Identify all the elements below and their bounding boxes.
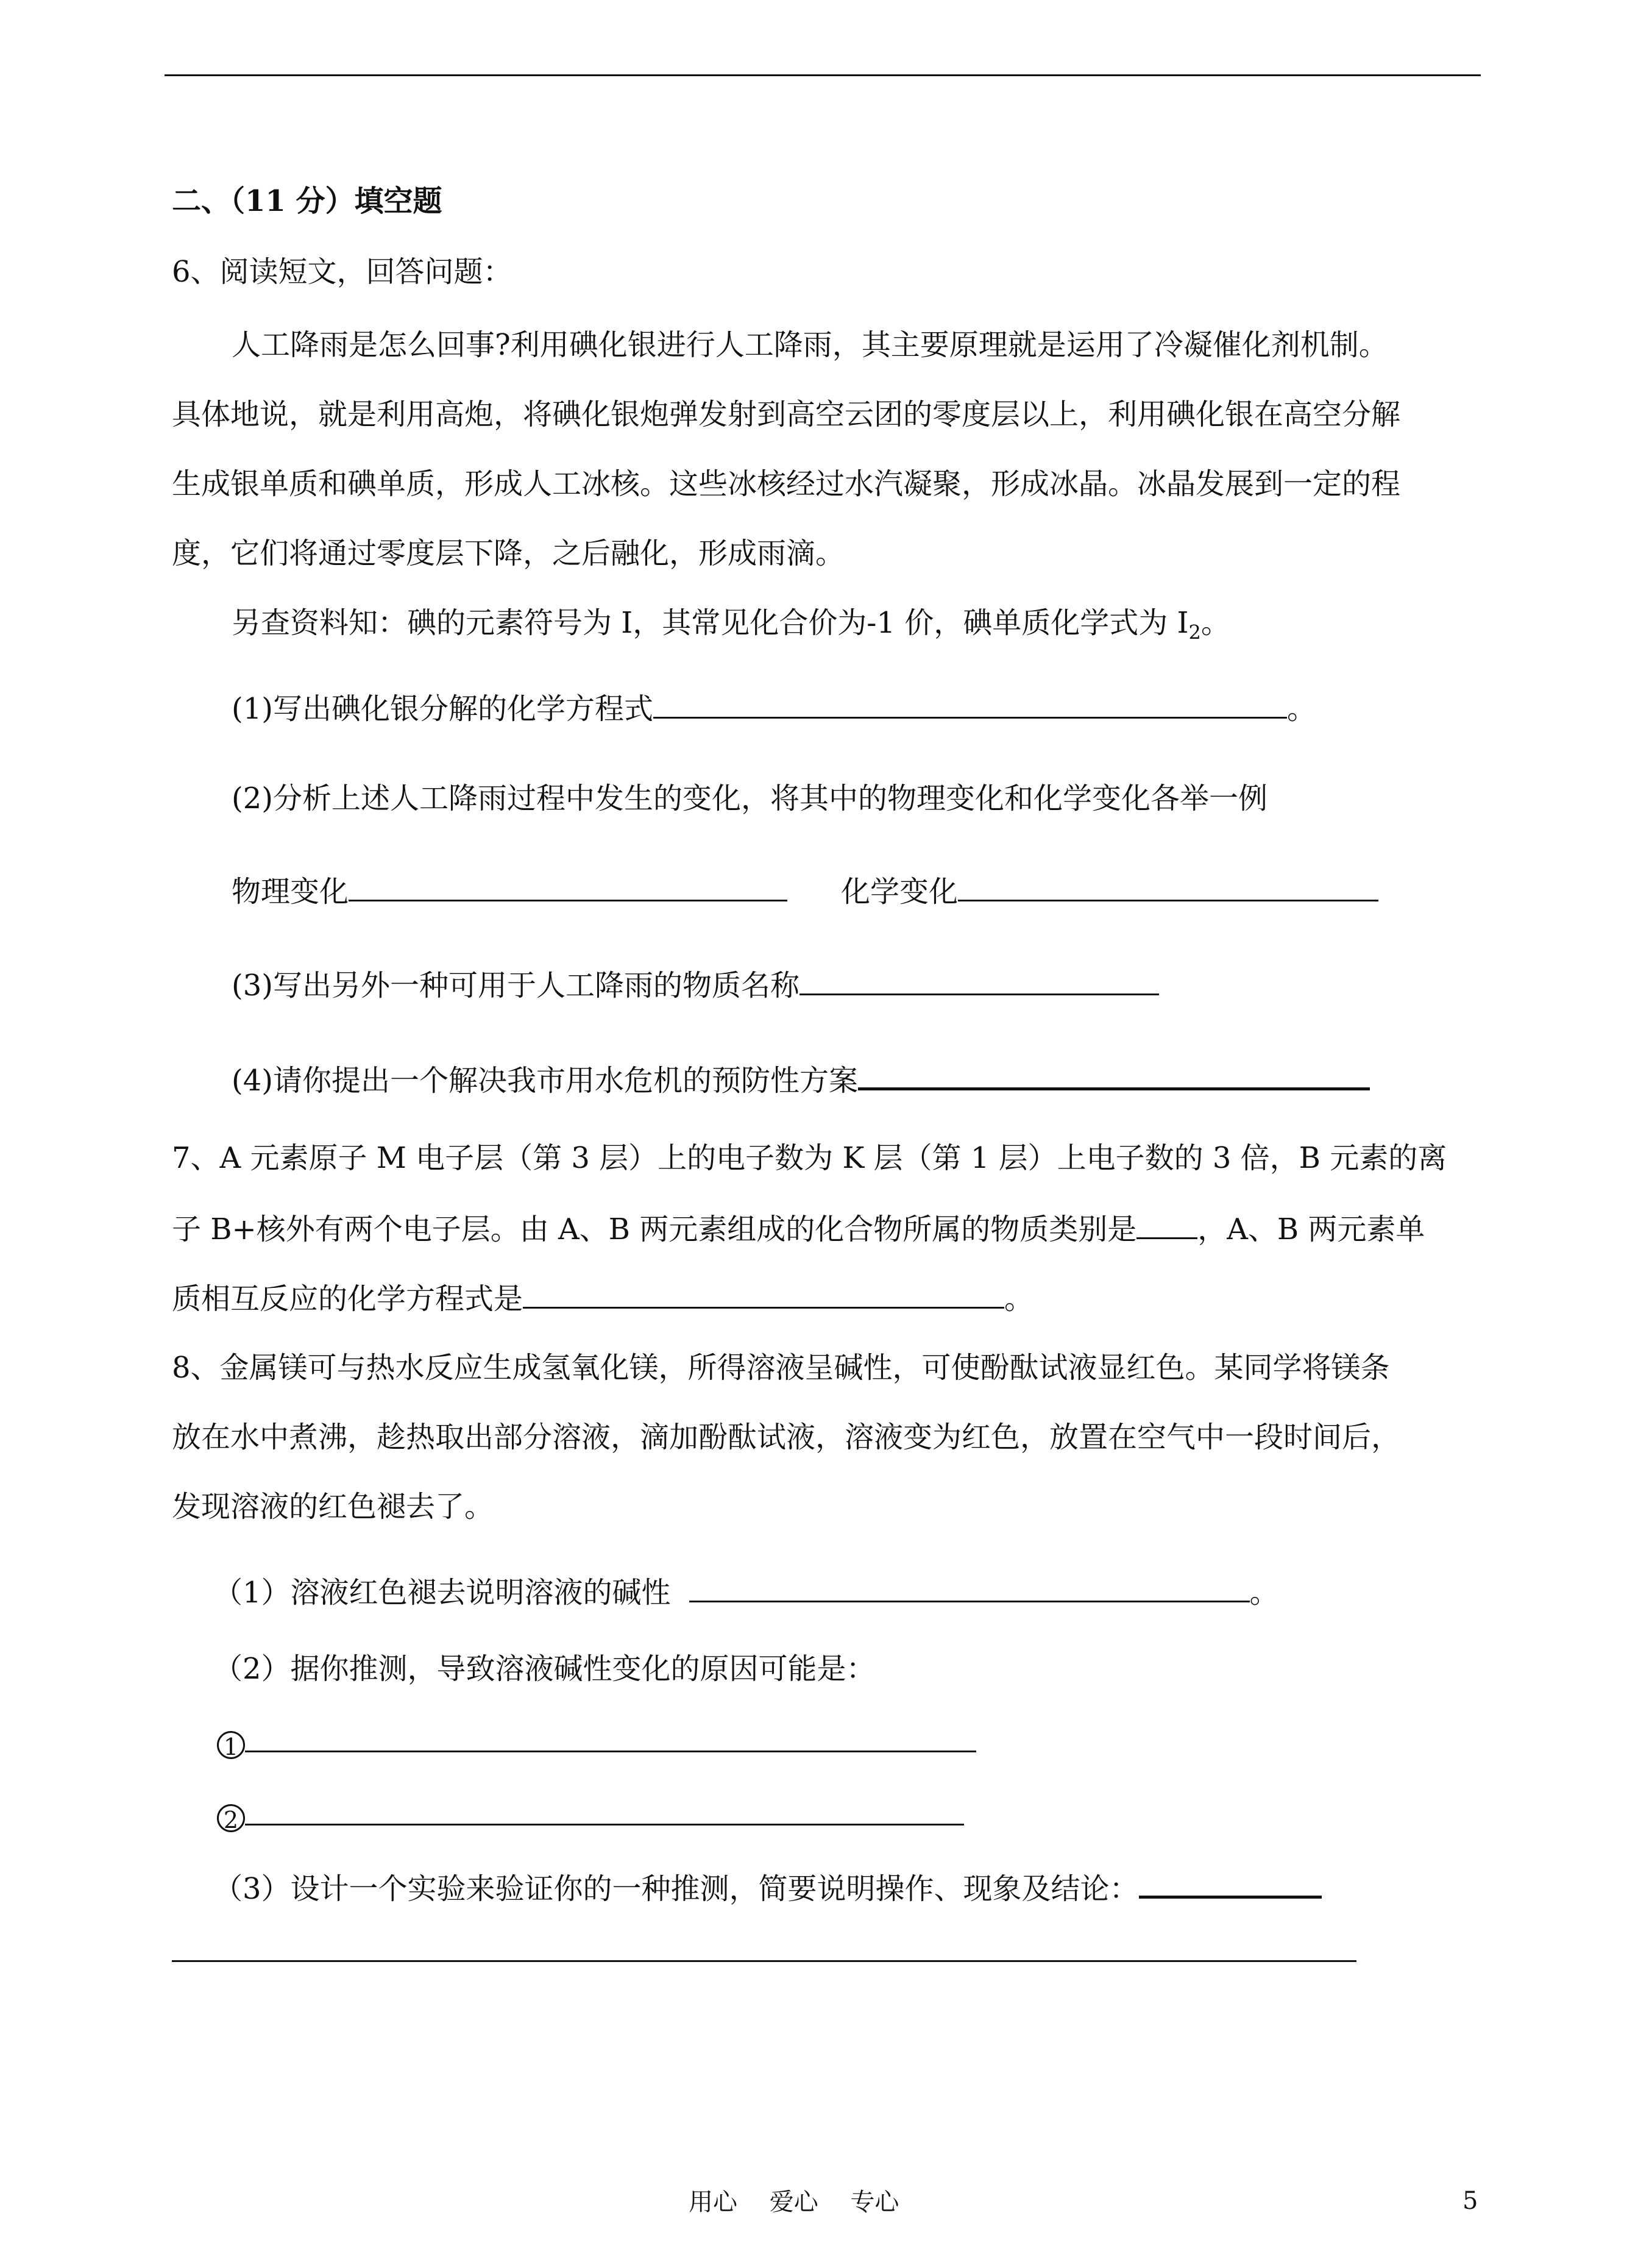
q6-note [232, 605, 1230, 651]
q6-sub3-label: (3)写出另外一种可用于人工降雨的物质名称 [232, 969, 800, 1003]
q6-sub2: (2)分析上述人工降雨过程中发生的变化，将其中的物理变化和化学变化各举一例 [232, 781, 1268, 816]
q8-sub1-label: （1）溶液红色褪去说明溶液的碱性 [213, 1576, 671, 1610]
q7-line-3-text: 质相互反应的化学方程式是 [172, 1282, 523, 1316]
q6-passage-line-3: 生成银单质和碘单质，形成人工冰核。这些冰核经过水汽凝聚，形成冰晶。冰晶发展到一定的程 [172, 467, 1401, 501]
chemical-change-blank[interactable] [958, 872, 1378, 901]
q7-line-1: 7、A 元素原子 M 电子层（第 3 层）上的电子数为 K 层（第 1 层）上电子数的 3 倍，B 元素的离 [172, 1141, 1447, 1175]
circled-number-2: 2 [217, 1804, 245, 1832]
footer-motto: 用心 爱心 专心 [689, 2188, 899, 2216]
q6-passage-line-4: 度，它们将通过零度层下降，之后融化，形成雨滴。 [172, 536, 845, 571]
q8-line-2: 放在水中煮沸，趁热取出部分溶液，滴加酚酞试液，溶液变为红色，放置在空气中一段时间后， [172, 1420, 1401, 1454]
q6-sub1-end: 。 [1287, 692, 1317, 726]
q7-line-3 [172, 1279, 1034, 1317]
q8-sub1-end: 。 [1249, 1576, 1279, 1610]
q8-sub3-answer-line[interactable] [172, 1960, 1356, 1962]
q8-reason-2 [217, 1796, 964, 1834]
q6-note-subscript: 2 [1188, 620, 1201, 644]
section-heading: 二、（11 分）填空题 [172, 184, 442, 218]
q6-sub1 [232, 689, 1316, 727]
q7-line-2 [172, 1209, 1425, 1248]
q7-line-2-text: 子 B+核外有两个电子层。由 A、B 两元素组成的化合物所属的物质类别是 [172, 1212, 1137, 1246]
q8-reason-1-blank[interactable] [245, 1722, 976, 1752]
q8-sub1 [213, 1573, 1279, 1611]
q6-sub1-answer-blank[interactable] [653, 689, 1287, 719]
page-number: 5 [1462, 2187, 1478, 2215]
q8-sub3-label: （3）设计一个实验来验证你的一种推测，简要说明操作、现象及结论： [213, 1872, 1139, 1906]
q6-sub4-blank[interactable] [858, 1059, 1370, 1090]
q7-equation-blank[interactable] [523, 1279, 1004, 1309]
q7-category-blank[interactable] [1136, 1209, 1197, 1239]
header-rule [165, 74, 1481, 76]
q6-note-text: 另查资料知：碘的元素符号为 I，其常见化合价为-1 价，碘单质化学式为 I [232, 606, 1189, 640]
physical-change-label: 物理变化 [232, 875, 349, 909]
q6-sub4 [232, 1059, 1370, 1099]
q6-chemical-change [841, 872, 1378, 910]
q6-passage-line-1: 人工降雨是怎么回事?利用碘化银进行人工降雨，其主要原理就是运用了冷凝催化剂机制。 [232, 328, 1388, 362]
q8-sub1-blank[interactable] [689, 1573, 1250, 1602]
q6-note-end: 。 [1200, 606, 1230, 640]
q8-sub2: （2）据你推测，导致溶液碱性变化的原因可能是： [213, 1652, 876, 1686]
q6-passage-line-2: 具体地说，就是利用高炮，将碘化银炮弹发射到高空云团的零度层以上，利用碘化银在高空分解 [172, 397, 1401, 432]
q6-sub3-blank[interactable] [800, 965, 1159, 995]
q8-line-3: 发现溶液的红色褪去了。 [172, 1490, 494, 1524]
q7-line-2-tail: ，A、B 两元素单 [1197, 1212, 1425, 1246]
q6-sub3 [232, 965, 1159, 1004]
q6-sub4-label: (4)请你提出一个解决我市用水危机的预防性方案 [232, 1064, 858, 1098]
q8-sub3 [213, 1868, 1322, 1907]
chemical-change-label: 化学变化 [841, 875, 959, 909]
q8-reason-2-blank[interactable] [245, 1796, 964, 1825]
q6-intro: 6、阅读短文，回答问题： [172, 255, 512, 289]
q7-line-3-end: 。 [1004, 1282, 1034, 1316]
circled-number-1: 1 [217, 1731, 245, 1759]
q6-sub1-label: (1)写出碘化银分解的化学方程式 [232, 692, 653, 726]
q8-line-1: 8、金属镁可与热水反应生成氢氧化镁，所得溶液呈碱性，可使酚酞试液显红色。某同学将镁条 [172, 1351, 1390, 1385]
q8-sub3-blank[interactable] [1139, 1868, 1322, 1899]
physical-change-blank[interactable] [349, 872, 787, 901]
q6-physical-change [232, 872, 787, 910]
q8-reason-1 [217, 1722, 976, 1761]
